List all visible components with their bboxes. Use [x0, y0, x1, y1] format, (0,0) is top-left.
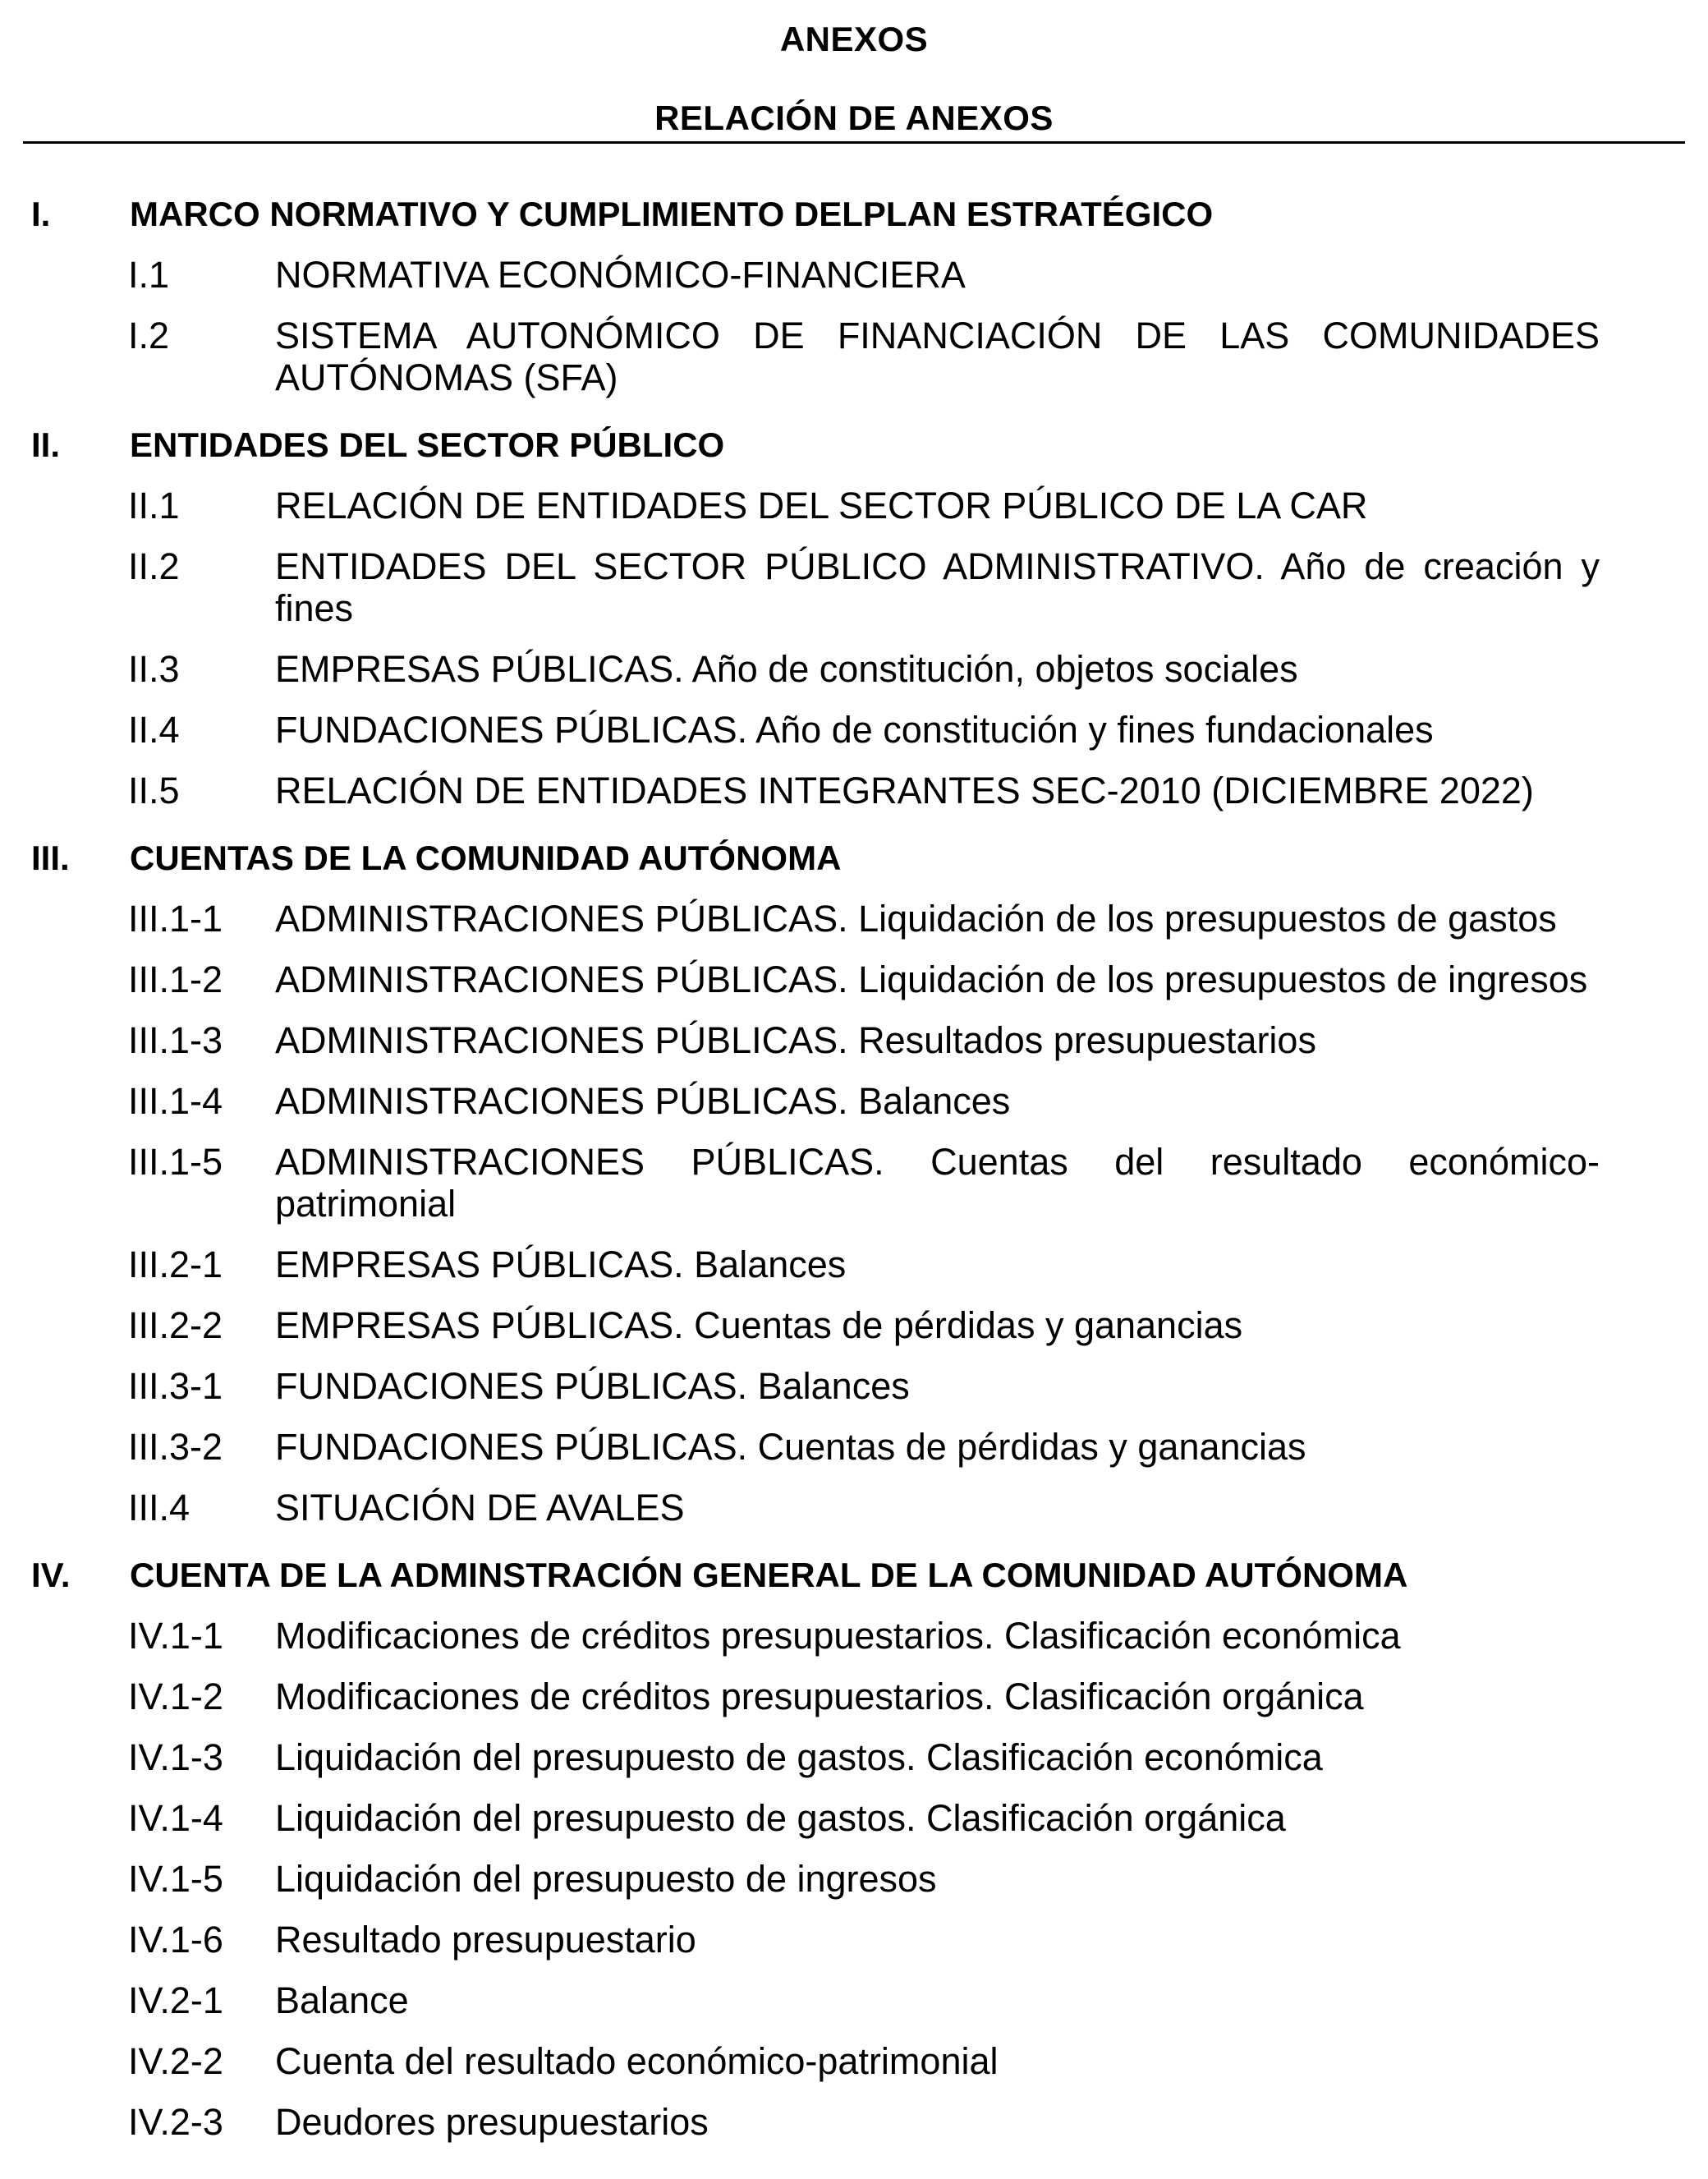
item-number: III.1-2	[128, 958, 223, 1000]
item-text: Deudores presupuestarios	[275, 2101, 709, 2143]
item-text: Modificaciones de créditos presupuestarios. Clasificación económica	[275, 1615, 1401, 1657]
item-text: SISTEMA AUTONÓMICO DE FINANCIACIÓN DE LAS COMUNIDADES AUTÓNOMAS (SFA)	[275, 315, 1600, 398]
section-number: I.	[31, 195, 51, 233]
annex-item	[128, 1797, 1600, 1839]
annex-item	[128, 545, 1600, 629]
section-number: IV.	[31, 1556, 71, 1594]
item-text: EMPRESAS PÚBLICAS. Balances	[275, 1244, 847, 1285]
annex-item	[128, 1244, 1600, 1285]
item-text: ADMINISTRACIONES PÚBLICAS. Balances	[275, 1080, 1011, 1122]
item-text: RELACIÓN DE ENTIDADES INTEGRANTES SEC-2010 (DICIEMBRE 2022)	[275, 770, 1534, 811]
annex-item	[128, 1019, 1600, 1061]
item-number: III.1-1	[128, 898, 223, 940]
item-text: EMPRESAS PÚBLICAS. Año de constitución, objetos sociales	[275, 648, 1298, 690]
section-heading	[31, 1547, 1600, 1596]
annex-item	[128, 648, 1600, 690]
item-number: IV.2-2	[128, 2040, 223, 2082]
section-title: CUENTAS DE LA COMUNIDAD AUTÓNOMA	[130, 839, 842, 877]
item-text: ADMINISTRACIONES PÚBLICAS. Liquidación de los presupuestos de gastos	[275, 898, 1557, 940]
item-number: III.3-1	[128, 1365, 223, 1407]
item-number: III.4	[128, 1487, 191, 1529]
annex-item	[128, 1615, 1600, 1657]
item-number: IV.1-6	[128, 1919, 223, 1961]
item-number: IV.1-5	[128, 1858, 223, 1900]
item-number: III.2-2	[128, 1304, 223, 1346]
item-text: Cuenta del resultado económico-patrimonial	[275, 2040, 999, 2082]
annex-item	[128, 1979, 1600, 2021]
section-title: ENTIDADES DEL SECTOR PÚBLICO	[130, 425, 725, 464]
item-text: Resultado presupuestario	[275, 1919, 696, 1961]
section-heading	[31, 830, 1600, 879]
section-title: CUENTA DE LA ADMINSTRACIÓN GENERAL DE LA COMUNIDAD AUTÓNOMA	[130, 1556, 1408, 1594]
item-text: ADMINISTRACIONES PÚBLICAS. Liquidación de los presupuestos de ingresos	[275, 958, 1588, 1000]
annex-item	[128, 254, 1600, 296]
annex-item	[128, 315, 1600, 398]
item-number: II.2	[128, 545, 180, 587]
item-number: IV.2-3	[128, 2101, 223, 2143]
item-number: IV.1-1	[128, 1615, 223, 1657]
annex-item	[128, 1365, 1600, 1407]
annex-item	[128, 1426, 1600, 1468]
item-number: II.3	[128, 648, 180, 690]
section-title: MARCO NORMATIVO Y CUMPLIMIENTO DELPLAN ESTRATÉGICO	[130, 195, 1214, 233]
annex-item	[128, 2040, 1600, 2082]
item-number: IV.1-3	[128, 1736, 223, 1778]
item-number: IV.1-4	[128, 1797, 223, 1839]
annex-item	[128, 770, 1600, 811]
annex-item	[128, 1919, 1600, 1961]
item-text: SITUACIÓN DE AVALES	[275, 1487, 685, 1529]
annex-item	[128, 1141, 1600, 1225]
annex-item	[128, 2101, 1600, 2143]
item-text: ADMINISTRACIONES PÚBLICAS. Cuentas del resultado económico-patrimonial	[275, 1141, 1600, 1225]
item-number: IV.1-2	[128, 1676, 223, 1717]
annex-item	[128, 1858, 1600, 1900]
item-text: Balance	[275, 1979, 409, 2021]
item-text: FUNDACIONES PÚBLICAS. Año de constitución y fines fundacionales	[275, 709, 1434, 751]
item-number: I.1	[128, 254, 170, 296]
annex-item	[128, 1736, 1600, 1778]
item-text: FUNDACIONES PÚBLICAS. Cuentas de pérdidas y ganancias	[275, 1426, 1306, 1468]
item-text: Liquidación del presupuesto de gastos. Clasificación orgánica	[275, 1797, 1286, 1839]
item-text: Modificaciones de créditos presupuestarios. Clasificación orgánica	[275, 1676, 1364, 1717]
annex-item	[128, 709, 1600, 751]
item-number: II.5	[128, 770, 180, 811]
item-number: III.3-2	[128, 1426, 223, 1468]
annex-item	[128, 485, 1600, 526]
page-subtitle: RELACIÓN DE ANEXOS	[654, 99, 1054, 137]
item-text: RELACIÓN DE ENTIDADES DEL SECTOR PÚBLICO DE LA CAR	[275, 485, 1368, 526]
section-heading	[31, 186, 1600, 235]
item-number: III.1-4	[128, 1080, 223, 1122]
page-title: ANEXOS	[779, 20, 929, 58]
item-text: EMPRESAS PÚBLICAS. Cuentas de pérdidas y ganancias	[275, 1304, 1243, 1346]
item-text: Liquidación del presupuesto de gastos. Clasificación económica	[275, 1736, 1323, 1778]
item-number: III.1-3	[128, 1019, 223, 1061]
annex-item	[128, 1487, 1600, 1529]
item-number: II.1	[128, 485, 180, 526]
item-text: Liquidación del presupuesto de ingresos	[275, 1858, 937, 1900]
item-number: III.1-5	[128, 1141, 223, 1183]
annex-item	[128, 898, 1600, 940]
item-number: I.2	[128, 315, 170, 356]
section-number: II.	[31, 425, 61, 464]
annex-list	[0, 186, 1708, 2143]
annex-item	[128, 1304, 1600, 1346]
item-text: FUNDACIONES PÚBLICAS. Balances	[275, 1365, 910, 1407]
annex-item	[128, 1676, 1600, 1717]
item-text: NORMATIVA ECONÓMICO-FINANCIERA	[275, 254, 966, 296]
annex-item	[128, 1080, 1600, 1122]
item-text: ADMINISTRACIONES PÚBLICAS. Resultados presupuestarios	[275, 1019, 1316, 1061]
section-number: III.	[31, 839, 70, 877]
item-number: III.2-1	[128, 1244, 223, 1285]
item-number: IV.2-1	[128, 1979, 223, 2021]
annex-item	[128, 958, 1600, 1000]
item-text: ENTIDADES DEL SECTOR PÚBLICO ADMINISTRATIVO. Año de creación y fines	[275, 545, 1600, 629]
item-number: II.4	[128, 709, 180, 751]
section-heading	[31, 417, 1600, 466]
title-divider	[23, 141, 1685, 144]
